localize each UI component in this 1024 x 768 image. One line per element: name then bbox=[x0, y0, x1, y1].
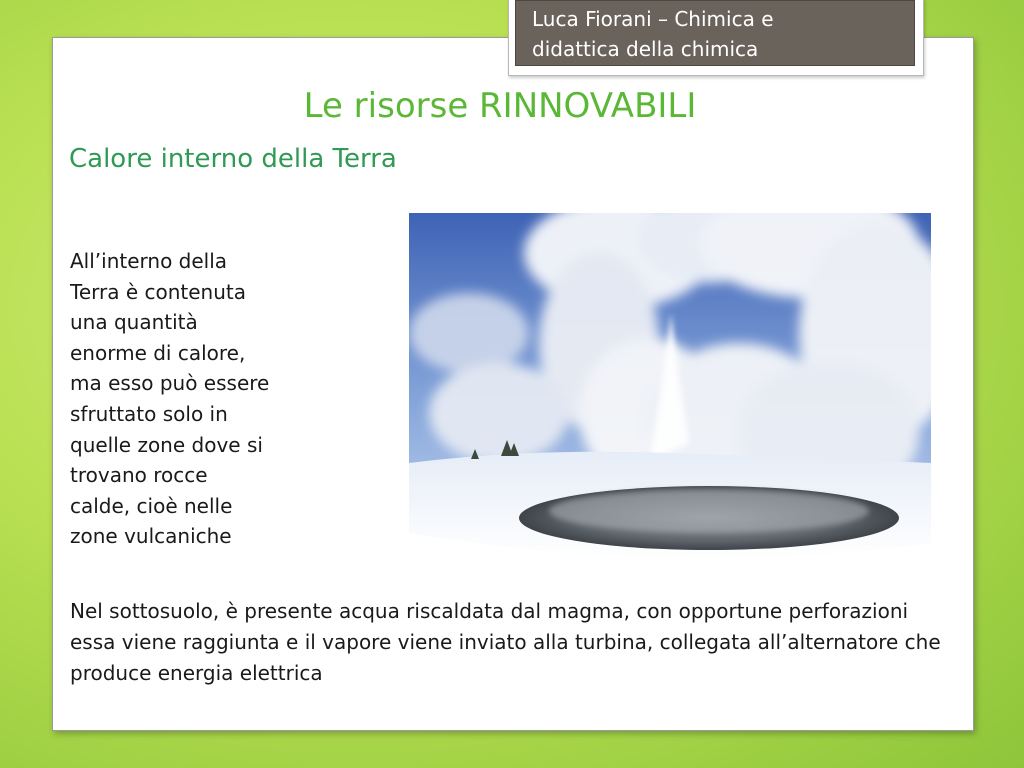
paragraph-left: All’interno della Terra è contenuta una quantità enorme di calore, ma esso può essere sfruttato solo in quelle zone dove si trovano rocce calde, cioè nelle zone vulcaniche bbox=[70, 249, 270, 549]
slide-subtitle: Calore interno della Terra bbox=[69, 144, 397, 174]
author-label: Luca Fiorani – Chimica e didattica della chimica bbox=[532, 7, 774, 61]
author-header bbox=[515, 0, 915, 66]
paragraph-bottom: Nel sottosuolo, è presente acqua riscaldata dal magma, con opportune perforazioni essa viene raggiunta e il vapore viene inviato alla turbina, collegata all’alternatore che produce energia elettrica bbox=[70, 599, 941, 685]
slide-title: Le risorse RINNOVABILI bbox=[303, 86, 697, 126]
geyser-photo bbox=[409, 213, 931, 560]
